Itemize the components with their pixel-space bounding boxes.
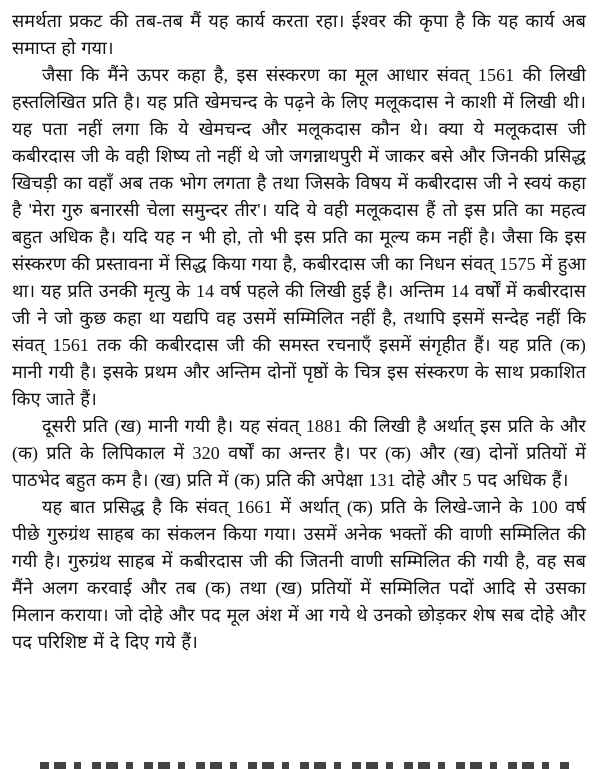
paragraph-second-copy: दूसरी प्रति (ख) मानी गयी है। यह संवत् 1881 की लिखी है अर्थात् इस प्रति के और (क) प्रति के लिपिकाल में 320 वर्षों का अन्तर है। पर (क) और (ख) दोनों प्रतियों में पाठभेद बहुत कम है। (ख) प्रति में (क) प्रति की अपेक्षा 131 दोहे और 5 पद अधिक हैं। bbox=[12, 416, 586, 490]
clipped-bottom-text-line bbox=[40, 762, 570, 769]
paragraph-continuation: समर्थता प्रकट की तब-तब मैं यह कार्य करता रहा। ईश्वर की कृपा है कि यह कार्य अब समाप्त हो गया। bbox=[12, 11, 586, 58]
paragraph-gurugranth: यह बात प्रसिद्ध है कि संवत् 1661 में अर्थात् (क) प्रति के लिखे-जाने के 100 वर्ष पीछे गुरुग्रंथ साहब का संकलन किया गया। उसमें अनेक भक्तों की वाणी सम्मिलित की गयी है। गुरुग्रंथ साहब में कबीरदास जी की जितनी वाणी सम्मिलित की गयी है, वह सब मैंने अलग करवाई और तब (क) तथा (ख) प्रतियों में सम्मिलित पदों आदि से उसका मिलान कराया। जो दोहे और पद मूल अंश में आ गये थे उनको छोड़कर शेष सब दोहे और पद परिशिष्ट में दे दिए गये हैं। bbox=[12, 497, 586, 652]
paragraph-manuscript-origin: जैसा कि मैंने ऊपर कहा है, इस संस्करण का मूल आधार संवत् 1561 की लिखी हस्तलिखित प्रति है। यह प्रति खेमचन्द के पढ़ने के लिए मलूकदास ने काशी में लिखी थी। यह पता नहीं लगा कि ये खेमचन्द और मलूकदास कौन थे। क्या ये मलूकदास जी कबीरदास जी के वही शिष्य तो नहीं थे जो जगन्नाथपुरी में जाकर बसे और जिनकी प्रसिद्ध खिचड़ी का वहाँ अब तक भोग लगता है तथा जिसके विषय में कबीरदास जी ने स्वयं कहा है 'मेरा गुरु बनारसी चेला समुन्दर तीर'। यदि ये वही मलूकदास हैं तो इस प्रति का महत्व बहुत अधिक है। यदि यह न भी हो, तो भी इस प्रति का मूल्य कम नहीं है। जैसा कि इस संस्करण की प्रस्तावना में सिद्ध किया गया है, कबीरदास जी का निधन संवत् 1575 में हुआ था। यह प्रति उनकी मृत्यु के 14 वर्ष पहले की लिखी हुई है। अन्तिम 14 वर्षों में कबीरदास जी ने जो कुछ कहा था यद्यपि वह उसमें सम्मिलित नहीं है, तथापि इसमें सन्देह नहीं कि संवत् 1561 तक की कबीरदास जी की समस्त रचनाएँ इसमें संगृहीत हैं। यह प्रति (क) मानी गयी है। इसके प्रथम और अन्तिम दोनों पृष्ठों के चित्र इस संस्करण के साथ प्रकाशित किए जाते हैं। bbox=[12, 65, 586, 409]
